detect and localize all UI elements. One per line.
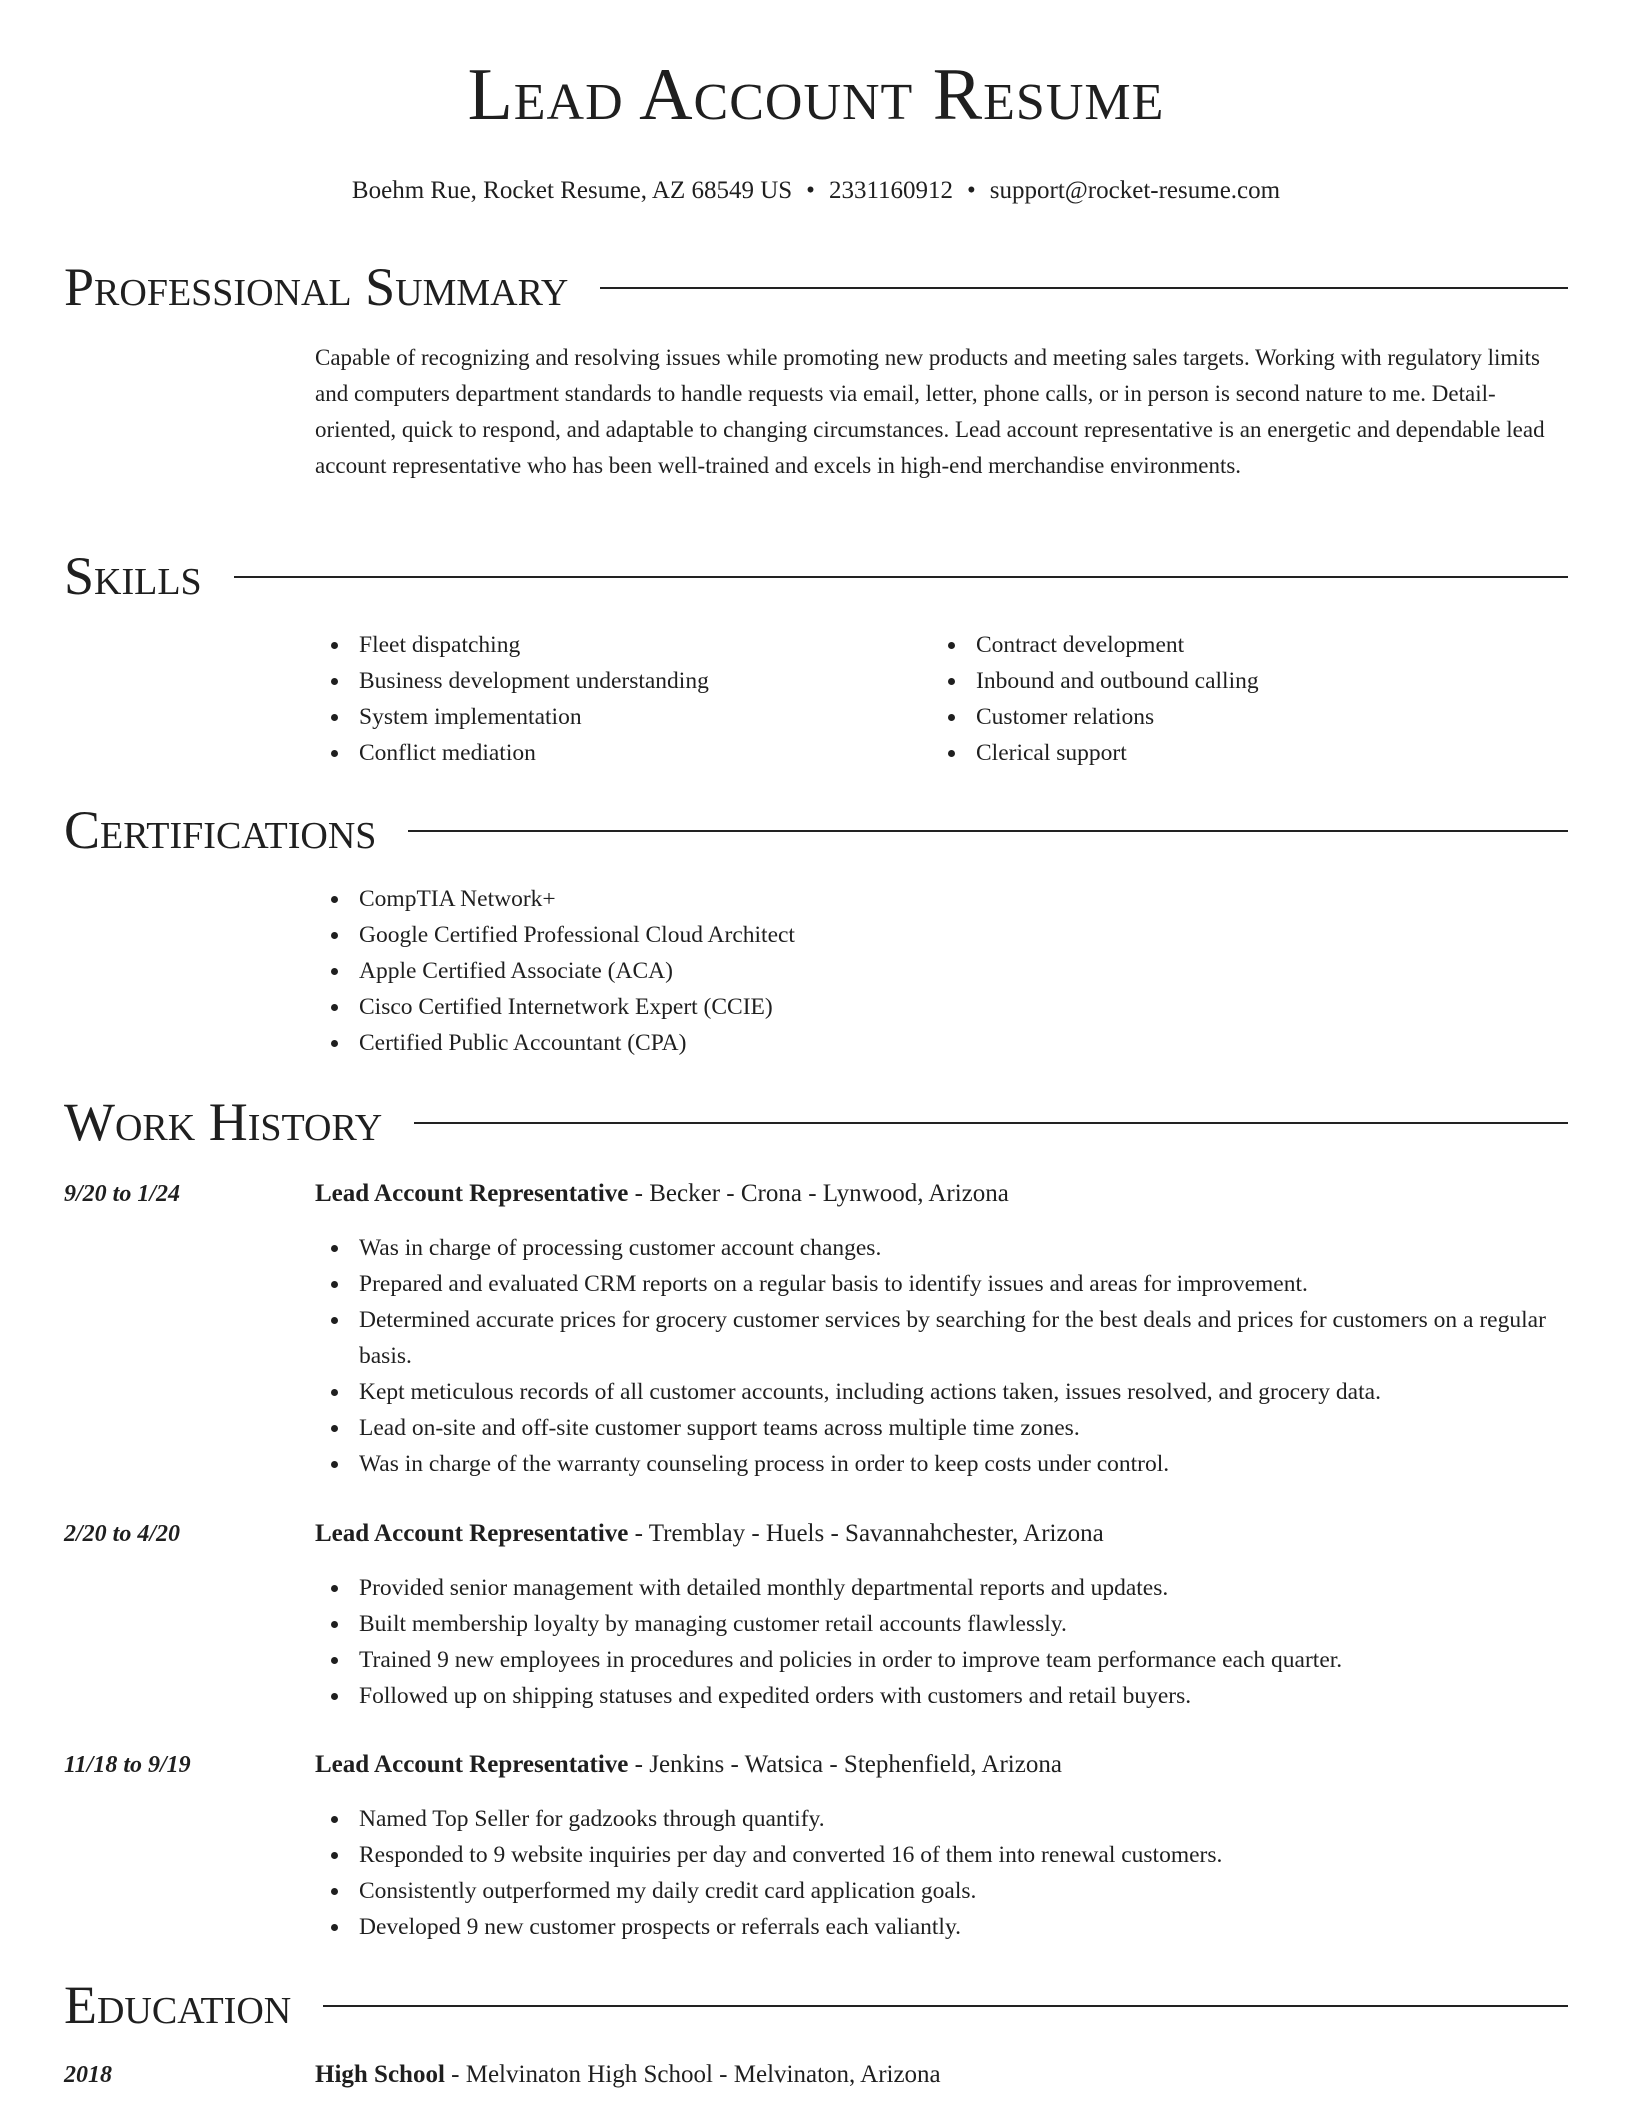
- job-bullet: Lead on-site and off-site customer support teams across multiple time zones.: [315, 1410, 1570, 1446]
- job-heading: [315, 1176, 1009, 1212]
- contact-phone: 2331160912: [828, 177, 954, 204]
- job-dates: 11/18 to 9/19: [64, 1752, 191, 1778]
- job-heading: [315, 1516, 1104, 1552]
- resume-title: Lead Account Resume: [467, 54, 1165, 136]
- contact-separator: •: [806, 177, 815, 204]
- job-employer-location: - Jenkins - Watsica - Stephenfield, Arizona: [628, 1751, 1062, 1778]
- contact-email: support@rocket-resume.com: [989, 177, 1281, 204]
- job-title: Lead Account Representative: [315, 1520, 629, 1547]
- skill-item: Clerical support: [932, 735, 1259, 771]
- job-employer-location: - Becker - Crona - Lynwood, Arizona: [628, 1180, 1009, 1207]
- job-bullets: [315, 1230, 1570, 1482]
- work-history-heading: Work History: [64, 1092, 383, 1152]
- job-bullet: Prepared and evaluated CRM reports on a regular basis to identify issues and areas for improvement.: [315, 1266, 1570, 1302]
- contact-separator: •: [967, 177, 976, 204]
- job-employer-location: - Tremblay - Huels - Savannahchester, Arizona: [628, 1520, 1104, 1547]
- job-dates: 2/20 to 4/20: [64, 1521, 181, 1547]
- job-heading: [315, 1747, 1062, 1783]
- certifications-section-header: [64, 800, 1568, 860]
- skill-item: Inbound and outbound calling: [932, 663, 1259, 699]
- skill-item: Business development understanding: [315, 663, 709, 699]
- certifications-list: [315, 881, 795, 1061]
- section-divider: [408, 830, 1568, 832]
- section-divider: [600, 287, 1568, 289]
- education-school-location: - Melvinaton High School - Melvinaton, Arizona: [444, 2061, 941, 2088]
- summary-section-header: [64, 257, 1568, 317]
- section-divider: [234, 576, 1568, 578]
- contact-line: [0, 176, 1632, 206]
- education-heading: Education: [64, 1975, 292, 2035]
- job-bullet: Determined accurate prices for grocery customer services by searching for the best deals and prices for customers on a regular basis.: [315, 1302, 1570, 1374]
- work-history-section-header: [64, 1092, 1568, 1152]
- contact-address: Boehm Rue, Rocket Resume, AZ 68549 US: [351, 177, 793, 204]
- job-bullet: Provided senior management with detailed monthly departmental reports and updates.: [315, 1570, 1570, 1606]
- summary-text: Capable of recognizing and resolving issues while promoting new products and meeting sales targets. Working with regulatory limits and computers department standards to handle requests via email, letter, phone calls, or in person is second nature to me. Detail-oriented, quick to respond, and adaptable to changing circumstances. Lead account representative is an energetic and dependable lead account representative who has been well-trained and excels in high-end merchandise environments.: [315, 345, 1545, 478]
- job-bullets: [315, 1801, 1570, 1945]
- section-divider: [414, 1122, 1568, 1124]
- education-year: 2018: [64, 2062, 112, 2088]
- job-bullet: Built membership loyalty by managing customer retail accounts flawlessly.: [315, 1606, 1570, 1642]
- skill-item: Contract development: [932, 627, 1259, 663]
- summary-heading: Professional Summary: [64, 257, 569, 317]
- skills-list-left: [315, 627, 709, 771]
- job-title: Lead Account Representative: [315, 1180, 629, 1207]
- job-bullets: [315, 1570, 1570, 1714]
- education-degree: High School: [315, 2061, 445, 2088]
- certification-item: Google Certified Professional Cloud Architect: [315, 917, 795, 953]
- section-divider: [323, 2005, 1568, 2007]
- skill-item: Customer relations: [932, 699, 1259, 735]
- job-bullet: Trained 9 new employees in procedures and policies in order to improve team performance each quarter.: [315, 1642, 1570, 1678]
- education-heading-line: [315, 2057, 941, 2093]
- certification-item: Apple Certified Associate (ACA): [315, 953, 795, 989]
- job-bullet: Developed 9 new customer prospects or referrals each valiantly.: [315, 1909, 1570, 1945]
- certifications-heading: Certifications: [64, 800, 377, 860]
- job-bullet: Named Top Seller for gadzooks through quantify.: [315, 1801, 1570, 1837]
- skill-item: Fleet dispatching: [315, 627, 709, 663]
- skills-section-header: [64, 546, 1568, 606]
- certification-item: CompTIA Network+: [315, 881, 795, 917]
- skill-item: System implementation: [315, 699, 709, 735]
- job-bullet: Followed up on shipping statuses and expedited orders with customers and retail buyers.: [315, 1678, 1570, 1714]
- skill-item: Conflict mediation: [315, 735, 709, 771]
- education-section-header: [64, 1975, 1568, 2035]
- job-bullet: Kept meticulous records of all customer accounts, including actions taken, issues resolved, and grocery data.: [315, 1374, 1570, 1410]
- job-title: Lead Account Representative: [315, 1751, 629, 1778]
- skills-heading: Skills: [64, 546, 202, 606]
- job-bullet: Was in charge of processing customer account changes.: [315, 1230, 1570, 1266]
- job-bullet: Responded to 9 website inquiries per day and converted 16 of them into renewal customers.: [315, 1837, 1570, 1873]
- skills-list-right: [932, 627, 1259, 771]
- certification-item: Certified Public Accountant (CPA): [315, 1025, 795, 1061]
- job-dates: 9/20 to 1/24: [64, 1181, 181, 1207]
- job-bullet: Consistently outperformed my daily credit card application goals.: [315, 1873, 1570, 1909]
- certification-item: Cisco Certified Internetwork Expert (CCIE): [315, 989, 795, 1025]
- job-bullet: Was in charge of the warranty counseling process in order to keep costs under control.: [315, 1446, 1570, 1482]
